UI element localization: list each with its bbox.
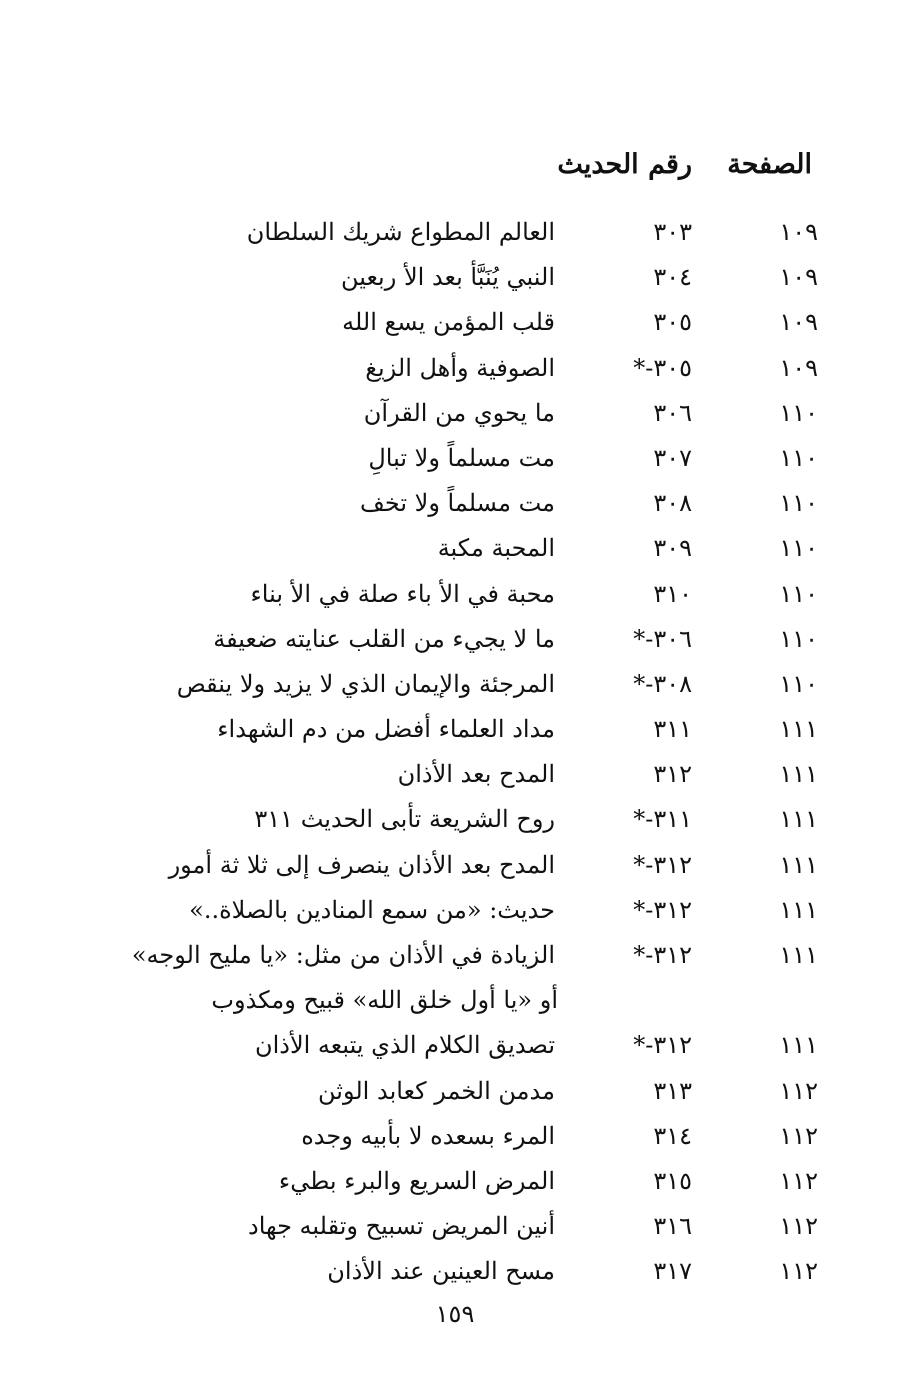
row-hadith-title: مداد العلماء أفضل من دم الشهداء <box>217 715 555 744</box>
row-page-number: ١١٠ <box>779 398 818 427</box>
row-hadith-title: أو «يا أول خلق الله» قبيح ومكذوب <box>211 986 558 1015</box>
row-hadith-number: ٣١٢ <box>653 760 692 789</box>
row-hadith-number: ٣١٥ <box>653 1166 692 1195</box>
row-hadith-number: ٣٠٥ <box>653 308 692 337</box>
row-page-number: ١١١ <box>779 895 818 924</box>
row-hadith-title: محبة في الأ باء صلة في الأ بناء <box>250 579 555 608</box>
table-row <box>0 1204 910 1249</box>
row-page-number: ١١٢ <box>779 1212 818 1241</box>
row-hadith-number: ٣١٤ <box>653 1121 692 1150</box>
row-page-number: ١١١ <box>779 760 818 789</box>
row-hadith-title: روح الشريعة تأبى الحديث ٣١١ <box>254 805 555 834</box>
table-row <box>0 752 910 797</box>
row-page-number: ١١٠ <box>779 489 818 518</box>
page-number: ١٥٩ <box>435 1300 475 1328</box>
row-page-number: ١١٠ <box>779 624 818 653</box>
row-page-number: ١١٢ <box>779 1257 818 1286</box>
row-hadith-number: ٣٠٣ <box>653 218 692 246</box>
row-page-number: ١١١ <box>779 941 818 969</box>
row-hadith-number: ٣١٦ <box>653 1212 692 1241</box>
row-hadith-title: مت مسلماً ولا تخف <box>360 489 555 518</box>
row-page-number: ١٠٩ <box>779 308 818 337</box>
row-hadith-title: المرء بسعده لا بأبيه وجده <box>301 1121 555 1150</box>
row-page-number: ١١٠ <box>779 579 818 608</box>
row-hadith-title: المرض السريع والبرء بطيء <box>278 1166 555 1195</box>
row-hadith-number: ٣٠٦ <box>653 398 692 427</box>
row-hadith-number: ٣١٠ <box>653 579 692 608</box>
row-hadith-title: قلب المؤمن يسع الله <box>342 308 555 337</box>
table-row <box>0 1023 910 1068</box>
row-hadith-number: ٣٠٧ <box>653 443 692 472</box>
table-row <box>0 572 910 617</box>
table-row <box>0 1159 910 1204</box>
row-hadith-number: ٣١١ <box>653 715 692 744</box>
header-page-label: الصفحة <box>727 149 812 180</box>
row-hadith-title: أنين المريض تسبيح وتقلبه جهاد <box>248 1212 555 1241</box>
table-row <box>0 210 910 255</box>
table-row <box>0 300 910 345</box>
row-page-number: ١١١ <box>779 805 818 834</box>
header-hadith-number-label: رقم الحديث <box>557 149 692 180</box>
row-page-number: ١١١ <box>779 715 818 744</box>
row-page-number: ١٠٩ <box>779 218 818 246</box>
table-row <box>0 346 910 391</box>
table-row <box>0 617 910 662</box>
row-hadith-number: ٣١٢-* <box>633 1031 692 1060</box>
row-hadith-title: مدمن الخمر كعابد الوثن <box>318 1076 555 1105</box>
row-hadith-title: النبي يُنَبَّأ بعد الأ ربعين <box>340 263 555 292</box>
row-hadith-title: العالم المطواع شريك السلطان <box>246 218 555 246</box>
row-page-number: ١١٢ <box>779 1166 818 1195</box>
table-row <box>0 481 910 526</box>
row-hadith-title: ما يحوي من القرآن <box>363 398 555 427</box>
table-row <box>0 436 910 481</box>
table-row <box>0 843 910 888</box>
row-page-number: ١١٢ <box>779 1076 818 1105</box>
table-header <box>0 143 910 187</box>
table-row <box>0 797 910 842</box>
row-hadith-number: ٣٠٤ <box>653 263 692 292</box>
row-hadith-number: ٣١٢-* <box>633 895 692 924</box>
table-row <box>0 978 910 1023</box>
table-row <box>0 255 910 300</box>
table-row <box>0 888 910 933</box>
row-hadith-title: المرجئة والإيمان الذي لا يزيد ولا ينقص <box>176 669 555 698</box>
row-hadith-number: ٣٠٨-* <box>633 669 692 698</box>
row-hadith-number: ٣١٢-* <box>633 941 692 969</box>
row-hadith-title: الصوفية وأهل الزيغ <box>365 353 555 382</box>
row-hadith-title: المدح بعد الأذان <box>397 760 555 789</box>
row-page-number: ١٠٩ <box>779 353 818 382</box>
table-row <box>0 1114 910 1159</box>
table-row <box>0 1069 910 1114</box>
row-hadith-title: ما لا يجيء من القلب عنايته ضعيفة <box>213 624 555 653</box>
row-page-number: ١١١ <box>779 850 818 879</box>
row-hadith-number: ٣٠٨ <box>653 489 692 518</box>
row-hadith-title: المدح بعد الأذان ينصرف إلى ثلا ثة أمور <box>168 850 555 879</box>
table-row <box>0 707 910 752</box>
row-hadith-title: الزيادة في الأذان من مثل: «يا مليح الوجه» <box>131 941 555 969</box>
row-hadith-title: مت مسلماً ولا تبالِ <box>368 443 555 472</box>
row-hadith-number: ٣١١-* <box>633 805 692 834</box>
row-hadith-number: ٣٠٦-* <box>633 624 692 653</box>
row-page-number: ١١٢ <box>779 1121 818 1150</box>
row-page-number: ١١٠ <box>779 669 818 698</box>
row-hadith-title: تصديق الكلام الذي يتبعه الأذان <box>254 1031 555 1060</box>
row-hadith-number: ٣٠٩ <box>653 534 692 563</box>
row-hadith-number: ٣٠٥-* <box>633 353 692 382</box>
row-page-number: ١١٠ <box>779 534 818 563</box>
row-hadith-title: المحبة مكبة <box>437 534 555 563</box>
row-hadith-number: ٣١٧ <box>653 1257 692 1286</box>
table-row <box>0 526 910 571</box>
table-row <box>0 1249 910 1294</box>
index-table <box>0 210 910 1295</box>
table-row <box>0 391 910 436</box>
table-row <box>0 933 910 978</box>
row-hadith-number: ٣١٣ <box>653 1076 692 1105</box>
row-page-number: ١١١ <box>779 1031 818 1060</box>
row-hadith-title: حديث: «من سمع المنادين بالصلاة..» <box>189 895 555 924</box>
row-hadith-number: ٣١٢-* <box>633 850 692 879</box>
row-hadith-title: مسح العينين عند الأذان <box>327 1257 555 1286</box>
row-page-number: ١٠٩ <box>779 263 818 292</box>
row-page-number: ١١٠ <box>779 443 818 472</box>
table-row <box>0 662 910 707</box>
